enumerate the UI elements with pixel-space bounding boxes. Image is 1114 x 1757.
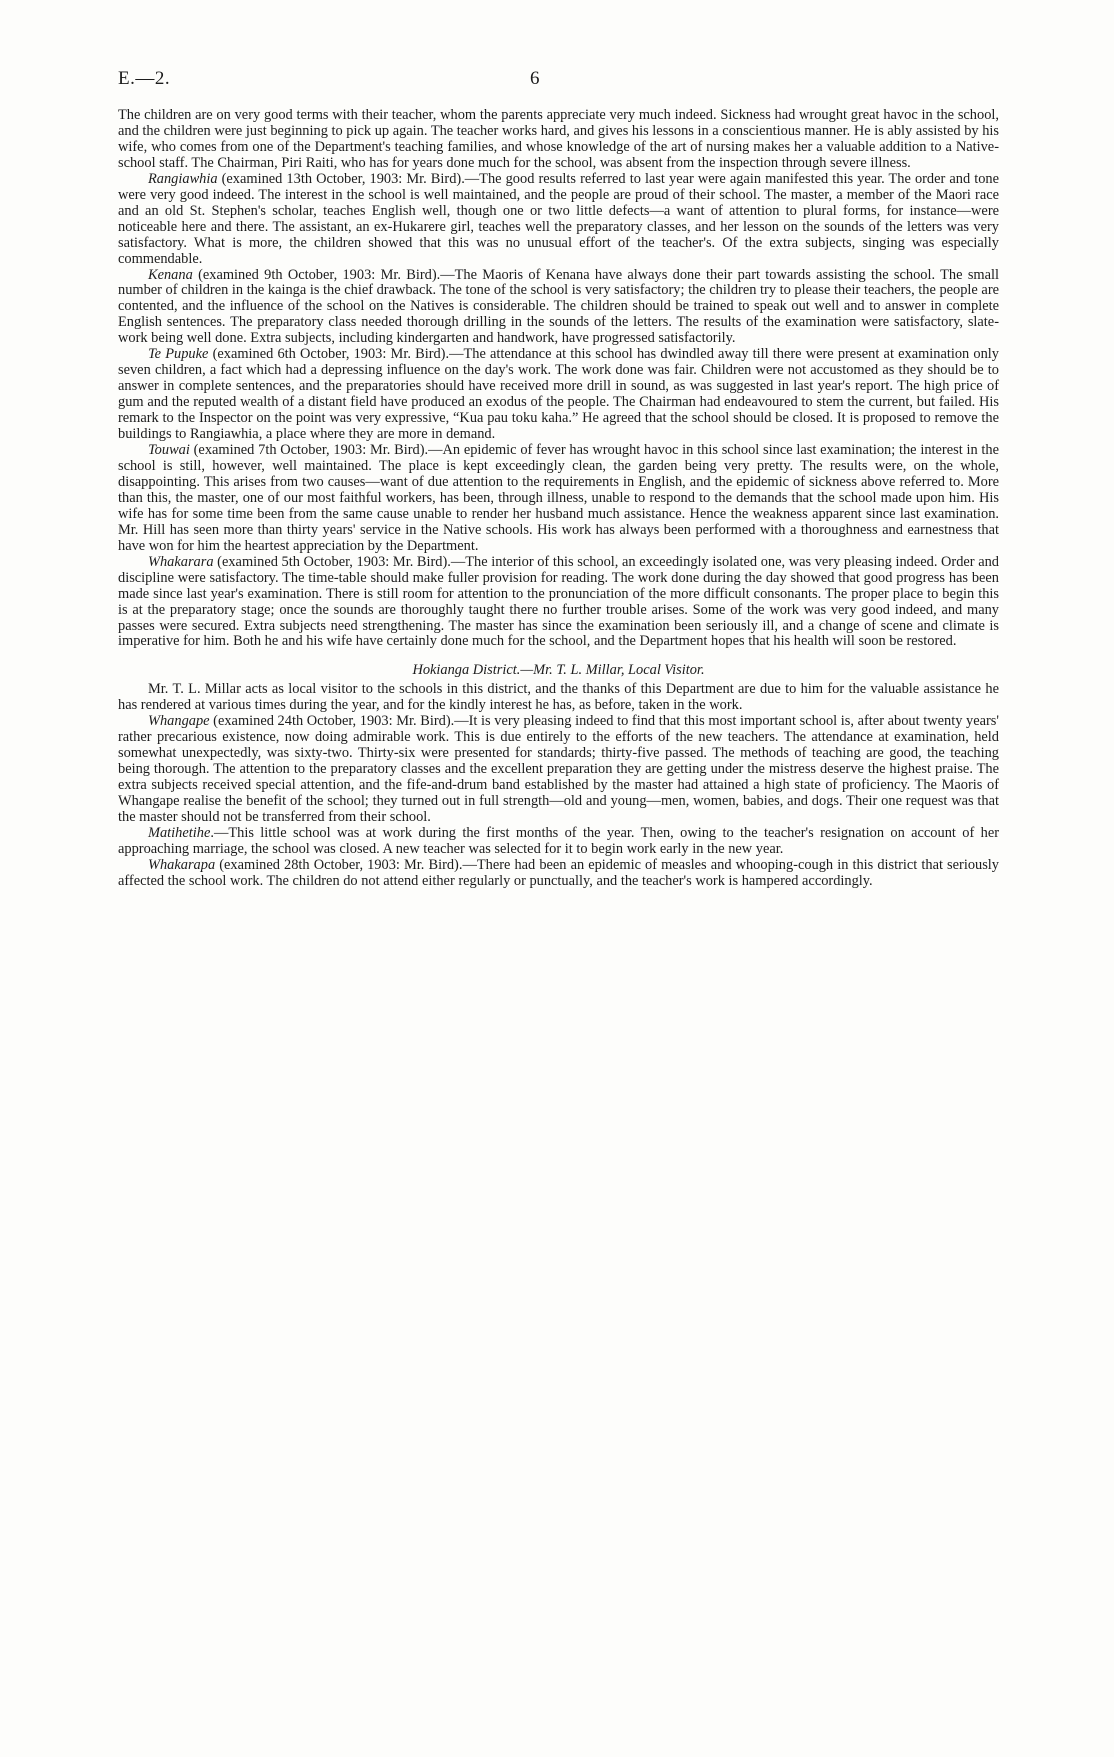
page-number: 6	[530, 68, 540, 89]
paragraph-kenana	[118, 268, 999, 348]
paragraph-text: (examined 13th October, 1903: Mr. Bird).—The good results referred to last year were again manifested this year. The order and tone were very good indeed. The interest in the school is well maintained, and the people are proud of their school. The master, a member of the Maori race and an old St. Stephen's scholar, teaches English well, though one or two little defects—a want of attention to plural forms, for instance—were noticeable here and there. The assistant, an ex-Hukarere girl, teaches well the preparatory classes, and her lesson on the sounds of the letters was very satisfactory. What is more, the children showed that this was no unusual effort of the teacher's. Of the extra subjects, singing was especially commendable.	[118, 170, 999, 267]
school-name: Whakarara	[148, 553, 214, 570]
school-name: Whangape	[148, 713, 210, 730]
school-name: Te Pupuke	[148, 346, 209, 363]
page-header	[118, 68, 998, 98]
school-name: Whakarapa	[148, 856, 216, 873]
school-name: Rangiawhia	[148, 170, 218, 187]
paragraph-whangape	[118, 714, 999, 826]
paragraph-rangiawhia	[118, 172, 999, 268]
paragraph-text: (examined 5th October, 1903: Mr. Bird).—The interior of this school, an exceedingly isolated one, was very pleasing indeed. Order and discipline were satisfactory. The time-table should make fuller provision for reading. The work done during the day showed that good progress has been made since last year's examination. There is still room for attention to the pronunciation of the more difficult consonants. The proper place to begin this is at the preparatory stage; once the sounds are thoroughly taught there no further trouble arises. Some of the work was very good indeed, and many passes were secured. Extra subjects need strengthening. The master has since the examination been seriously ill, and a change of scene and climate is imperative for him. Both he and his wife have certainly done much for the school, and the Department hopes that his health will soon be restored.	[118, 553, 999, 650]
district-heading: Hokianga District.—Mr. T. L. Millar, Local Visitor.	[412, 662, 705, 679]
paragraph-whakarapa	[118, 858, 999, 890]
paragraph-whakarara	[118, 555, 999, 651]
paragraph-text: (examined 28th October, 1903: Mr. Bird).—There had been an epidemic of measles and whooping-cough in this district that seriously affected the school work. The children do not attend either regularly or punctually, and the teacher's work is hampered accordingly.	[118, 856, 999, 889]
school-name: Kenana	[148, 266, 193, 283]
school-name: Matihetihe	[148, 824, 211, 841]
paragraph-text: (examined 24th October, 1903: Mr. Bird).—It is very pleasing indeed to find that this most important school is, after about twenty years' rather precarious existence, now doing admirable work. This is due entirely to the efforts of the new teachers. The attendance at examination, held somewhat unexpectedly, was sixty-two. Thirty-six were presented for standards; thirty-five passed. The methods of teaching are good, the teaching being thorough. The attention to the preparatory classes and the excellent preparation they are getting under the mistress deserve the highest praise. The extra subjects received special attention, and the fife-and-drum band established by the master had attained a high state of proficiency. The Maoris of Whangape realise the benefit of the school; they turned out in full strength—old and young—men, women, babies, and dogs. Their one request was that the master should not be transferred from their school.	[118, 713, 999, 825]
paragraph-matihetihe	[118, 826, 999, 858]
paragraph-text: (examined 6th October, 1903: Mr. Bird).—The attendance at this school has dwindled away till there were present at examination only seven children, a fact which had a depressing influence on the day's work. The work done was fair. Children were not accustomed as they should be to answer in complete sentences, and the preparatories should have received more drill in sound, as was suggested in last year's report. The high price of gum and the reputed wealth of a distant field have produced an exodus of the people. The Chairman had endeavoured to stem the current, but failed. His remark to the Inspector on the point was very expressive, “Kua pau toku kaha.” He agreed that the school should be closed. It is proposed to remove the buildings to Rangiawhia, a place where they are more in demand.	[118, 346, 999, 443]
paragraph-te-pupuke	[118, 347, 999, 443]
paragraph-text: (examined 9th October, 1903: Mr. Bird).—The Maoris of Kenana have always done their part towards assisting the school. The small number of children in the kainga is the chief drawback. The tone of the school is very satisfactory; the children try to please their teachers, the people are contented, and the influence of the school on the Natives is considerable. The children should be trained to speak out well and to answer in complete English sentences. The preparatory class needed thorough drilling in the sounds of the letters. The results of the examination were satisfactory, slate-work being well done. Extra subjects, including kindergarten and handwork, have progressed satisfactorily.	[118, 266, 999, 347]
intro-paragraph: The children are on very good terms with their teacher, whom the parents appreciate very much indeed. Sickness had wrought great havoc in the school, and the children were just beginning to pick up again. The teacher works hard, and gives his lessons in a conscientious manner. He is ably assisted by his wife, who comes from one of the Department's teaching families, and whose knowledge of the art of nursing makes her a valuable addition to a Native-school staff. The Chairman, Piri Raiti, who has for years done much for the school, was absent from the inspection through severe illness.	[118, 107, 999, 171]
paragraph-touwai	[118, 443, 999, 555]
paragraph-text: (examined 7th October, 1903: Mr. Bird).—An epidemic of fever has wrought havoc in this school since last examination; the interest in the school is still, however, well maintained. The place is kept exceedingly clean, the garden being very pretty. The results were, on the whole, disappointing. This arises from two causes—want of due attention to the requirements in English, and the epidemic of sickness above referred to. More than this, the master, one of our most faithful workers, has been, through illness, unable to respond to the demands that the school made upon him. His wife has for some time been from the same cause unable to render her husband much assistance. Hence the weakness apparent since last examination. Mr. Hill has seen more than thirty years' service in the Native schools. His work has always been performed with a thoroughness and earnestness that have won for him the heartest appreciation by the Department.	[118, 442, 999, 554]
district-intro-paragraph: Mr. T. L. Millar acts as local visitor to the schools in this district, and the thanks of this Department are due to him for the valuable assistance he has rendered at various times during the year, and for the kindly interest he has, as before, taken in the work.	[118, 681, 999, 714]
school-name: Touwai	[148, 442, 190, 459]
page-code: E.—2.	[118, 68, 171, 89]
paragraph-text: .—This little school was at work during the first months of the year. Then, owing to the teacher's resignation on account of her approaching marriage, the school was closed. A new teacher was selected for it to begin work early in the new year.	[118, 824, 999, 857]
report-body	[118, 108, 999, 890]
